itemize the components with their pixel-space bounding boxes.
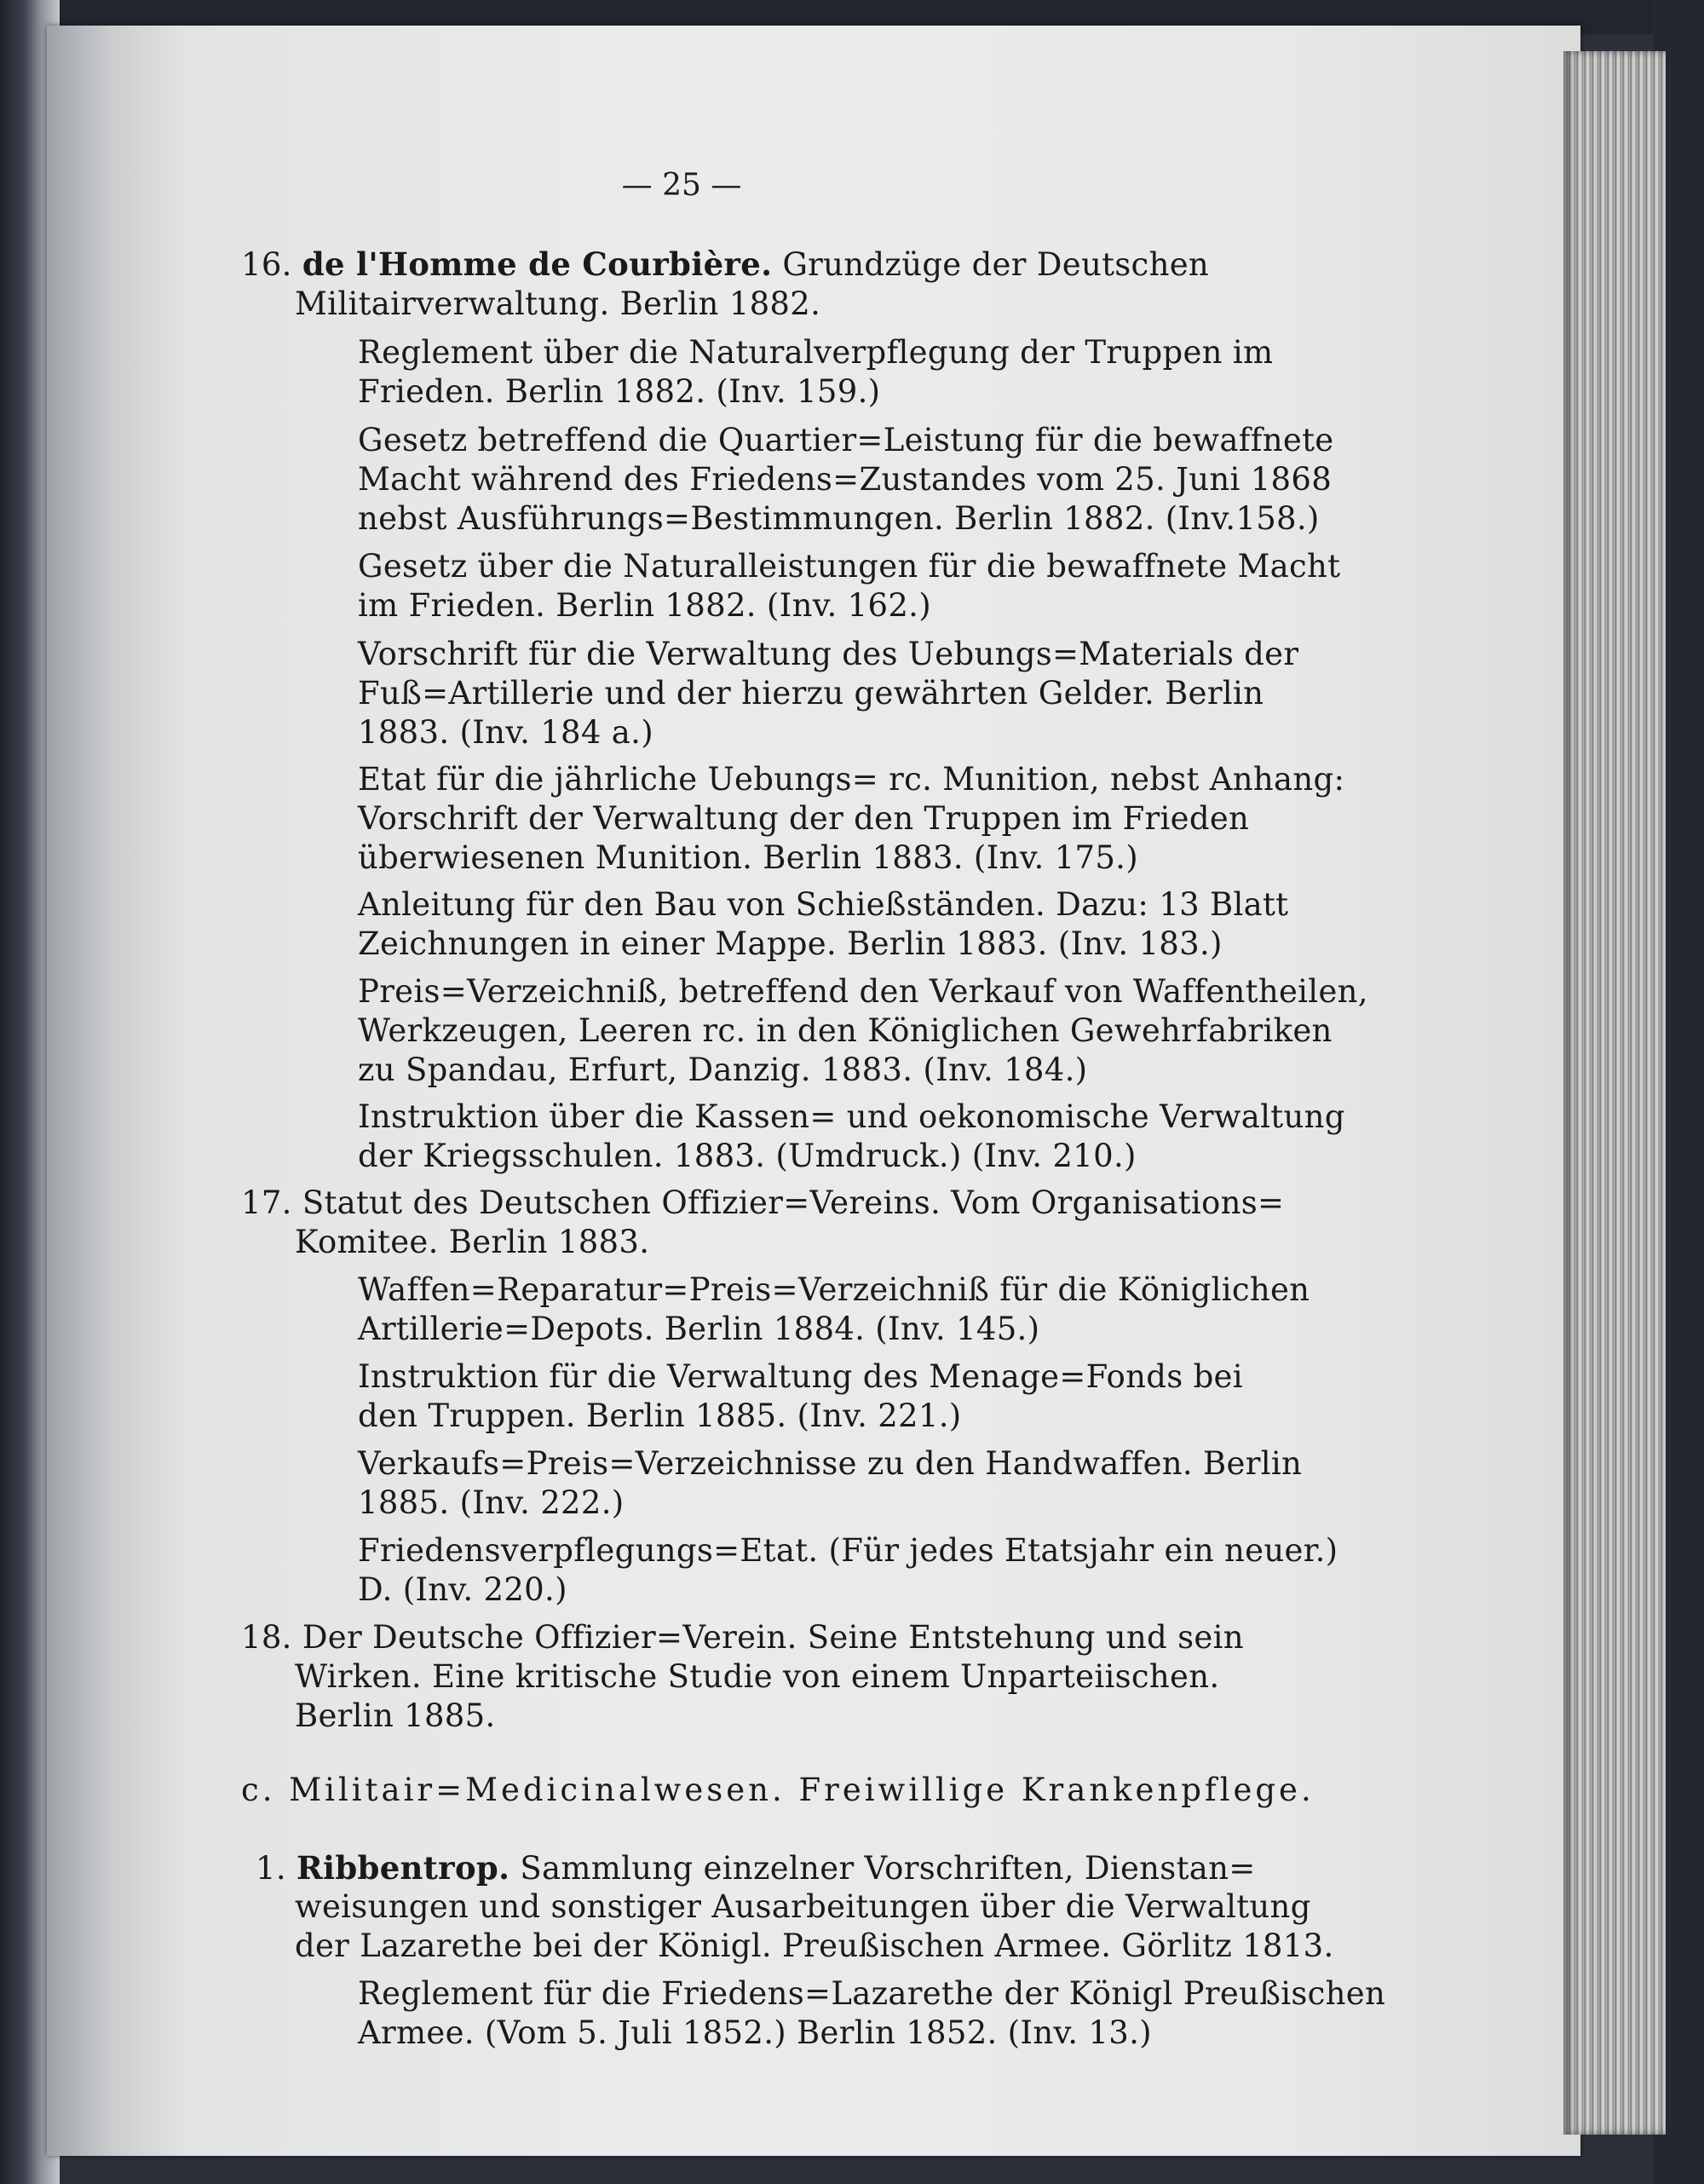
entry-18-line3: Berlin 1885.: [295, 1697, 496, 1734]
entry-text: Grundzüge der Deutschen: [782, 246, 1210, 283]
etat-munition-line1: Etat für die jährliche Uebungs= rc. Munition, nebst Anhang:: [358, 761, 1345, 798]
entry-text: Der Deutsche Offizier=Verein. Seine Entstehung und sein: [302, 1619, 1244, 1656]
entry-c1-line3: der Lazarethe bei der Königl. Preußischen Armee. Görlitz 1813.: [295, 1928, 1334, 1964]
entry-text: Sammlung einzelner Vorschriften, Dienstan=: [520, 1850, 1256, 1887]
vorschrift-uebungs-line3: 1883. (Inv. 184 a.): [358, 714, 653, 751]
entry-author: de l'Homme de Courbière.: [302, 245, 773, 283]
reglement-naturalverpflegung-line1: Reglement über die Naturalverpflegung der Truppen im: [358, 334, 1274, 371]
gesetz-quartier-line3: nebst Ausführungs=Bestimmungen. Berlin 1882. (Inv.158.): [358, 500, 1320, 537]
reglement-lazarethe-line2: Armee. (Vom 5. Juli 1852.) Berlin 1852. (Inv. 13.): [358, 2014, 1152, 2051]
anleitung-schiessstaende-line2: Zeichnungen in einer Mappe. Berlin 1883. (Inv. 183.): [358, 925, 1223, 962]
preis-verzeichniss-line2: Werkzeugen, Leeren rc. in den Königlichen Gewehrfabriken: [358, 1012, 1333, 1049]
preis-verzeichniss-line3: zu Spandau, Erfurt, Danzig. 1883. (Inv. 184.): [358, 1052, 1088, 1088]
section-letter: c.: [241, 1772, 276, 1808]
entry-18-line1: [241, 1619, 1244, 1657]
preis-verzeichniss-line1: Preis=Verzeichniß, betreffend den Verkauf von Waffentheilen,: [358, 973, 1368, 1010]
gesetz-quartier-line1: Gesetz betreffend die Quartier=Leistung für die bewaffnete: [358, 422, 1334, 458]
vorschrift-uebungs-line1: Vorschrift für die Verwaltung des Uebungs=Materials der: [358, 636, 1299, 672]
gesetz-naturalleistungen-line2: im Frieden. Berlin 1882. (Inv. 162.): [358, 587, 931, 624]
friedensverpflegungs-line2: D. (Inv. 220.): [358, 1571, 567, 1608]
entry-16-line2: Militairverwaltung. Berlin 1882.: [295, 285, 821, 322]
entry-author: Ribbentrop.: [296, 1849, 510, 1887]
verkaufs-preis-line1: Verkaufs=Preis=Verzeichnisse zu den Handwaffen. Berlin: [358, 1445, 1303, 1482]
entry-16-line1: [241, 245, 1209, 284]
entry-17-line2: Komitee. Berlin 1883.: [295, 1224, 650, 1260]
etat-munition-line2: Vorschrift der Verwaltung der den Truppen im Frieden: [358, 800, 1250, 837]
vorschrift-uebungs-line2: Fuß=Artillerie und der hierzu gewährten Gelder. Berlin: [358, 675, 1264, 712]
entry-c1-line2: weisungen und sonstiger Ausarbeitungen über die Verwaltung: [295, 1888, 1311, 1925]
entry-c1-line1: [256, 1849, 1256, 1887]
entry-number: 1.: [256, 1850, 286, 1887]
entry-number: 16.: [241, 246, 292, 283]
etat-munition-line3: überwiesenen Munition. Berlin 1883. (Inv. 175.): [358, 839, 1138, 876]
gesetz-quartier-line2: Macht während des Friedens=Zustandes vom 25. Juni 1868: [358, 461, 1333, 498]
entry-18-line2: Wirken. Eine kritische Studie von einem Unparteiischen.: [295, 1658, 1220, 1695]
instruktion-kassen-line1: Instruktion über die Kassen= und oekonomische Verwaltung: [358, 1098, 1345, 1135]
section-title: Militair=Medicinalwesen. Freiwillige Krankenpflege.: [289, 1772, 1315, 1808]
waffen-reparatur-line2: Artillerie=Depots. Berlin 1884. (Inv. 145.): [358, 1311, 1040, 1347]
waffen-reparatur-line1: Waffen=Reparatur=Preis=Verzeichniß für die Königlichen: [358, 1271, 1310, 1308]
reglement-lazarethe-line1: Reglement für die Friedens=Lazarethe der Königl Preußischen: [358, 1975, 1386, 2012]
entry-number: 17.: [241, 1184, 292, 1221]
instruktion-menage-line2: den Truppen. Berlin 1885. (Inv. 221.): [358, 1397, 962, 1434]
anleitung-schiessstaende-line1: Anleitung für den Bau von Schießständen. Dazu: 13 Blatt: [358, 886, 1289, 923]
entry-number: 18.: [241, 1619, 292, 1656]
instruktion-kassen-line2: der Kriegsschulen. 1883. (Umdruck.) (Inv. 210.): [358, 1138, 1137, 1174]
section-c-heading: [241, 1772, 1315, 1809]
reglement-naturalverpflegung-line2: Frieden. Berlin 1882. (Inv. 159.): [358, 373, 881, 410]
gesetz-naturalleistungen-line1: Gesetz über die Naturalleistungen für die bewaffnete Macht: [358, 548, 1341, 585]
verkaufs-preis-line2: 1885. (Inv. 222.): [358, 1484, 625, 1521]
instruktion-menage-line1: Instruktion für die Verwaltung des Menage=Fonds bei: [358, 1358, 1243, 1395]
friedensverpflegungs-line1: Friedensverpflegungs=Etat. (Für jedes Etatsjahr ein neuer.): [358, 1532, 1338, 1569]
entry-17-line1: [241, 1184, 1284, 1222]
page-number: — 25 —: [621, 168, 742, 203]
entry-text: Statut des Deutschen Offizier=Vereins. Vom Organisations=: [302, 1184, 1285, 1221]
